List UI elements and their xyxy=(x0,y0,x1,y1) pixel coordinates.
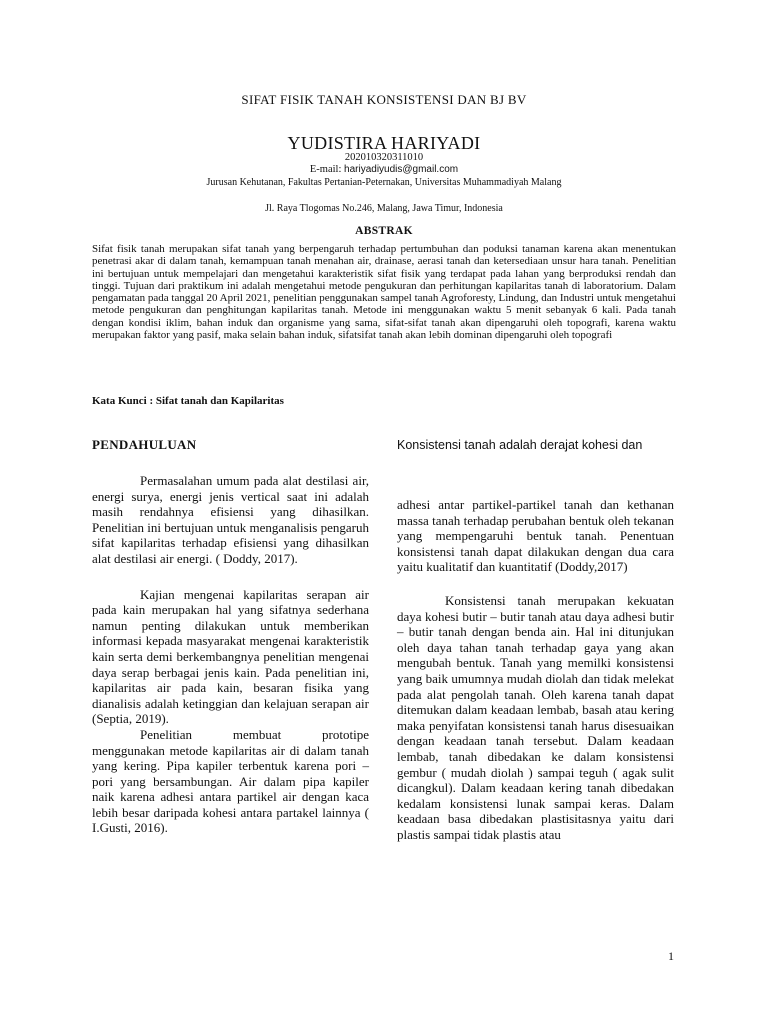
email-line xyxy=(0,164,768,175)
paragraph: Permasalahan umum pada alat destilasi air, energi surya, energi jenis vertical saat ini adalah masih rendahnya efisiensi yang dihasilkan. Penelitian ini bertujuan untuk menganalisis pengaruh sifat kapilaritas terhadap efisiensi yang dihasilkan alat destilasi air energi. ( Doddy, 2017). xyxy=(92,473,369,566)
email-address: hariyadiyudis@gmail.com xyxy=(344,164,459,175)
page-number: 1 xyxy=(668,949,674,963)
paper-title: SIFAT FISIK TANAH KONSISTENSI DAN BJ BV xyxy=(241,92,527,107)
email-label: E-mail: xyxy=(309,164,342,175)
paragraph: Penelitian membuat prototipe menggunakan metode kapilaritas air di dalam tanah yang kering. Pipa kapiler terbentuk karena pori – pori yang bersambungan. Air dalam pipa kapiler naik karena adhesi antara partikel air dengan kaca lebih besar daripada kohesi antara partakel lainnya ( I.Gusti, 2016). xyxy=(92,726,369,836)
affiliation: Jurusan Kehutanan, Fakultas Pertanian-Peternakan, Universitas Muhammadiyah Malang xyxy=(206,177,562,188)
paragraph: Konsistensi tanah merupakan kekuatan daya kohesi butir – butir tanah atau daya adhesi butir – butir tanah dengan benda ain. Hal ini ditunjukan oleh daya tahan tanah terhadap gaya yang akan mengubah bentuk. Tanah yang memilki konsistensi yang baik umumnya mudah diolah dan tidak melekat pada alat pengolah tanah. Oleh karena tanah dapat ditemukan dalam keadaan lembab, basah atau kering maka penyifatan konsistensi tanah harus disesuaikan dengan keadaan tanah tersebut. Dalam keadaan lembab, tanah dibedakan ke dalam konsistensi gembur ( mudah diolah ) sampai teguh ( agak sulit dicangkul). Dalam keadaan kering tanah dibedakan kedalam konsistensi lunak sampai keras. Dalam keadaan basa dibedakan plastisitasnya yaitu dari plastis sampai tidak plastis atau xyxy=(397,592,674,842)
paragraph-first-line: Konsistensi tanah adalah derajat kohesi dan xyxy=(397,438,643,452)
student-id: 202010320311010 xyxy=(344,152,424,163)
paragraph: Kajian mengenai kapilaritas serapan air pada kain merupakan hal yang sifatnya sederhana namun penting dilakukan untuk memberikan informasi kepada masyarakat mengenai karakteristik kain serta demi berkembangnya penelitian mengenai daya serap berbagai jenis kain. Pada penelitian ini, kapilaritas air pada kain, besaran fisika yang dianalisis adalah ketinggian dan kelajuan serapan air (Septia, 2019). xyxy=(92,586,369,727)
keywords: Kata Kunci : Sifat tanah dan Kapilaritas xyxy=(92,395,284,407)
abstract-body: Sifat fisik tanah merupakan sifat tanah yang berpengaruh terhadap pertumbuhan dan poduksi tanaman karena akan menentukan penetrasi akar di dalam tanah, kemampuan tanah menahan air, drainase, aerasi tanah dan ketersediaan unsur hara tanah. Penelitian ini bertujuan untuk mempelajari dan mengetahui karakteristik sifat fisik yang terdapat pada lahan yang berproduksi rendah dan tinggi. Tujuan dari praktikum ini adalah mengetahui metode pengukuran dan perhitungan kapilaritas tanah di laboratorium. Dalam pengamatan pada tanggal 20 April 2021, penelitian penggunakan sampel tanah Agroforesty, Lindung, dan Industri untuk mengetahui metode pengukuran dan penghitungan kapilaritas tanah. Metode ini menggunakan waktu 5 menit sebanyak 6 kali. Pada tanah dengan kondisi iklim, bahan induk dan organisme yang sama, sifat-sifat tanah akan dipengaruhi oleh topografi, karena waktu merupakan faktor yang pasif, maka selain bahan induk, sifatsifat tanah akan lebih dominan dipengaruhi oleh topografi xyxy=(92,243,676,342)
address: Jl. Raya Tlogomas No.246, Malang, Jawa Timur, Indonesia xyxy=(265,203,503,214)
left-column xyxy=(92,437,369,836)
right-column xyxy=(397,437,674,842)
paragraph: adhesi antar partikel-partikel tanah dan kethanan massa tanah terhadap perubahan bentuk oleh tekanan yang mempengaruhi bentuk tanah. Penentuan konsistensi tanah dapat dilakukan dengan dua cara yaitu kualitatif dan kuantitatif (Doddy,2017) xyxy=(397,497,674,575)
section-heading-pendahuluan: PENDAHULUAN xyxy=(92,437,197,452)
abstract-heading: ABSTRAK xyxy=(355,225,413,237)
author-name: YUDISTIRA HARIYADI xyxy=(287,133,481,153)
